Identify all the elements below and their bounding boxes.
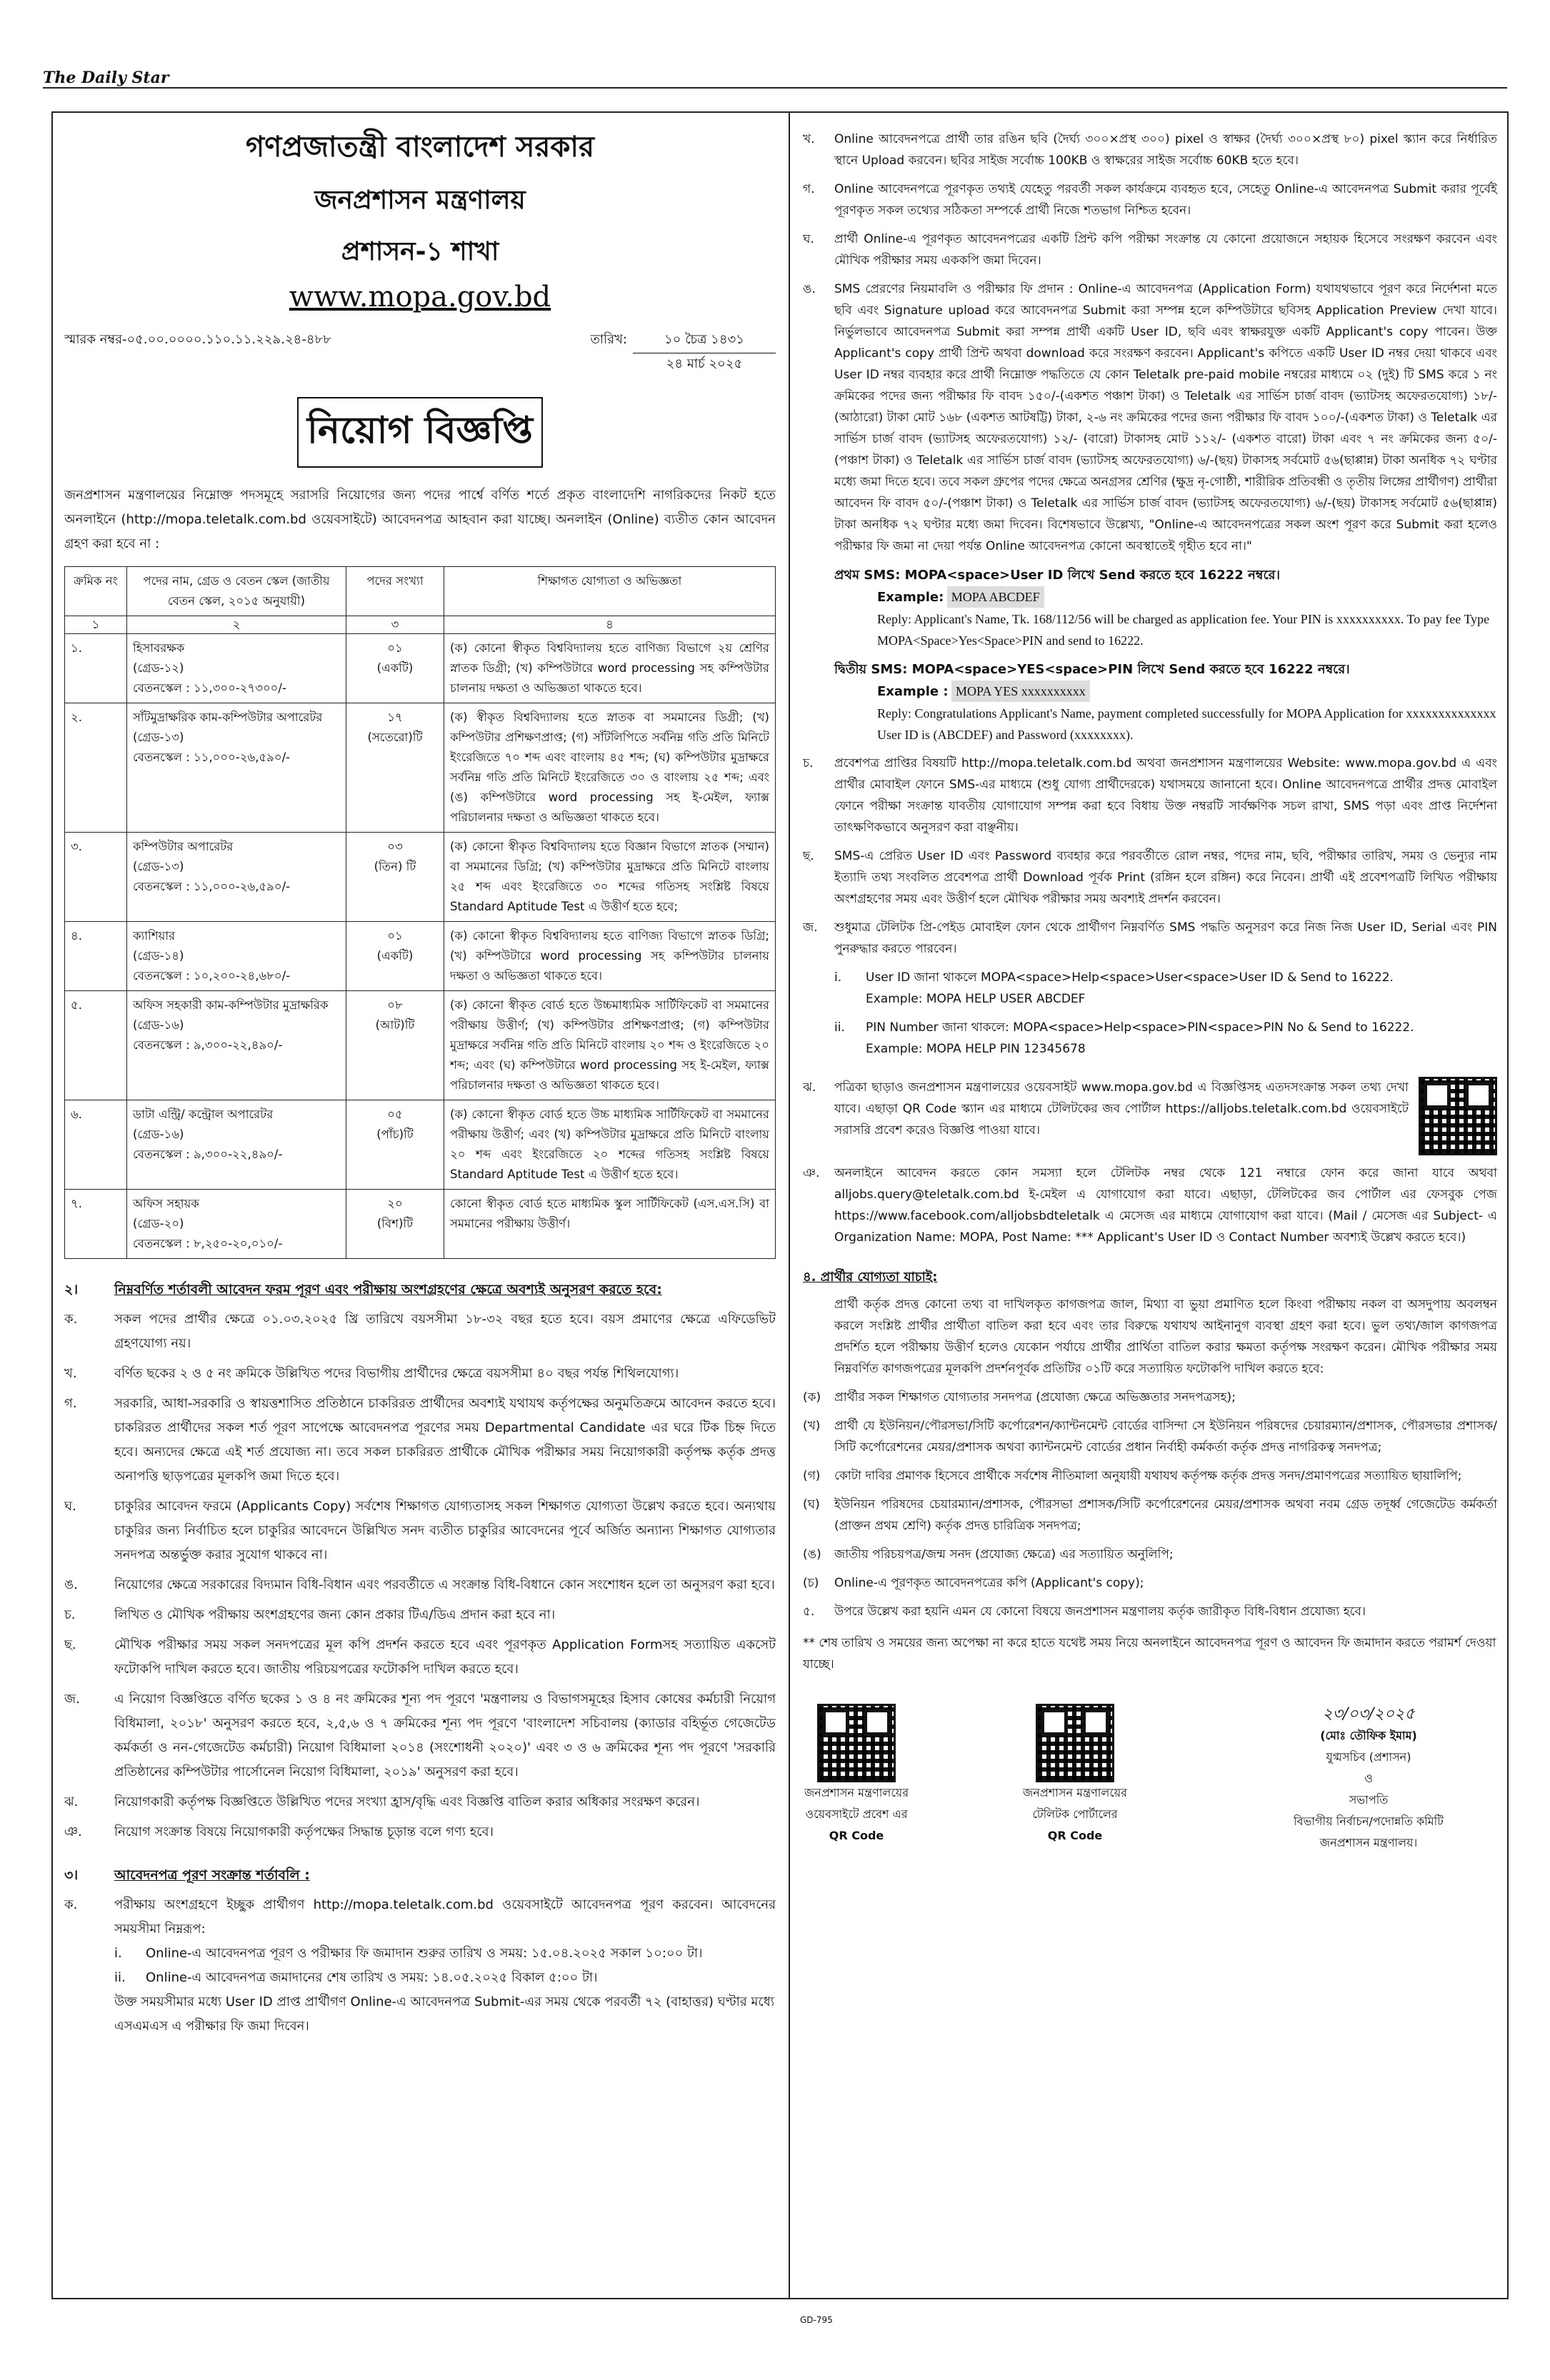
cell-serial: ২.	[65, 703, 127, 833]
table-row	[65, 833, 776, 922]
document-item: (ঙ) জাতীয় পরিচয়পত্র/জন্ম সনদ (প্রযোজ্য ক্ষেত্রে) এর সত্যায়িত অনুলিপি;	[803, 1547, 1174, 1562]
cell-serial: ৪.	[65, 922, 127, 991]
post-scale: বেতনস্কেল : ৯,৩০০-২২,৪৯০/-	[133, 1038, 283, 1052]
cell-qualification: (ক) স্বীকৃত বিশ্ববিদ্যালয় হতে স্নাতক বা সমমানের ডিগ্রী; (খ) কম্পিউটার প্রশিক্ষণপ্রাপ্ত; (গ) সাঁটলিপিতে সর্বনিম্ন গতি প্রতি মিনিটে ইংরেজিতে ৭০ শব্দ এবং বাংলায় ৪৫ শব্দ; (ঘ) কম্পিউটার মুদ্রাক্ষরে সর্বনিম্ন গতি প্রতি মিনিটে ইংরেজিতে ৩০ ও বাংলায় ২৫ শব্দ; এবং (ঙ) কম্পিউটারে word processing সহ ই-মেইল, ফ্যাক্স পরিচালনার দক্ষতা ও অভিজ্ঞতা থাকতে হবে।	[444, 703, 776, 833]
col-header-post: পদের নাম, গ্রেড ও বেতন স্কেল (জাতীয় বেতন স্কেল, ২০১৫ অনুযায়ী)	[127, 567, 346, 616]
post-grade: (গ্রেড-১৬)	[133, 1018, 184, 1032]
document-item: ৫. উপরে উল্লেখ করা হয়নি এমন যে কোনো বিষয়ে জনপ্রশাসন মন্ত্রণালয় কর্তৃক জারীকৃত বিধি-বিধান প্রযোজ্য হবে।	[803, 1605, 1366, 1619]
ministry-website[interactable]: www.mopa.gov.bd	[289, 281, 551, 313]
cell-qualification: (ক) কোনো স্বীকৃত বোর্ড হতে উচ্চ মাধ্যমিক সার্টিফিকেট বা সমমানের পরীক্ষায় উত্তীর্ণ; এবং (খ) কম্পিউটার মুদ্রাক্ষরে প্রতি মিনিটে বাংলায় ২০ শব্দ এবং ইংরেজিতে ২০ শব্দের গতিসহ সংশ্লিষ্ট বিষয়ে Standard Aptitude Test এ উত্তীর্ণ হতে হবে।	[444, 1100, 776, 1190]
post-count-words: (একটি)	[376, 949, 414, 963]
table-row	[65, 634, 776, 703]
cell-post	[127, 1100, 346, 1190]
cell-post	[127, 922, 346, 991]
qr-block-teletalk: জনপ্রশাসন মন্ত্রণালয়ের টেলিটক পোর্টালের QR Code	[1021, 1704, 1129, 1854]
cell-count	[346, 703, 444, 833]
signer-title: যুগ্মসচিব (প্রশাসন)	[1326, 1750, 1411, 1764]
branch-name: প্রশাসন-১ শাখা	[341, 237, 499, 266]
col-number: ২	[127, 616, 346, 634]
recover-item: ii. PIN Number জানা থাকলে: MOPA<space>Help<space>PIN<space>PIN No & Send to 16222. Example: MOPA HELP PIN 12345678	[834, 1017, 1497, 1060]
memo-row	[64, 329, 776, 376]
post-scale: বেতনস্কেল : ১১,০০০-২৬,৫৯০/-	[133, 750, 291, 764]
table-row	[65, 1100, 776, 1190]
first-sms-block: প্রথম SMS: MOPA<space>User ID লিখে Send করতে হবে 16222 নম্বরে। Example: MOPA ABCDEF Reply: Applicant's Name, Tk. 168/112/56 will be charged as application fee. Your PIN is xxxxxxxxxx. To pay fee Type MOPA<Space>Yes<Space>PIN and send to 16222.	[834, 564, 1497, 651]
table-row	[65, 922, 776, 991]
instruction-item: খ. Online আবেদনপত্রে প্রার্থী তার রঙিন ছবি (দৈর্ঘ্য ৩০০×প্রস্থ ৩০০) pixel ও স্বাক্ষর (দৈর্ঘ্য ৩০০×প্রস্থ ৮০) pixel স্ক্যান করে নির্ধারিত স্থানে Upload করবেন। ছবির সাইজ সর্বোচ্চ 100KB ও স্বাক্ষরের সাইজ সর্বোচ্চ 60KB হতে হবে।	[803, 132, 1497, 168]
instruction-item: জ. শুধুমাত্র টেলিটক প্রি-পেইড মোবাইল ফোন থেকে প্রার্থীগণ নিম্নবর্ণিত SMS পদ্ধতি অনুসরণ করে নিজ নিজ User ID, Serial এবং PIN পুনরুদ্ধার করতে পারবেন।	[803, 920, 1497, 956]
post-scale: বেতনস্কেল : ৯,৩০০-২২,৪৯০/-	[133, 1148, 283, 1161]
condition-item: ঝ. নিয়োগকারী কর্তৃপক্ষ বিজ্ঞপ্তিতে উল্লিখিত পদের সংখ্যা হ্রাস/বৃদ্ধি এবং বিজ্ঞপ্তি বাতিল করার অধিকার সংরক্ষণ করেন।	[64, 1794, 700, 1809]
second-sms-label: দ্বিতীয় SMS: MOPA<space>YES<space>PIN লিখে Send করতে হবে 16222 নম্বরে।	[834, 662, 1350, 677]
second-sms-block: দ্বিতীয় SMS: MOPA<space>YES<space>PIN লিখে Send করতে হবে 16222 নম্বরে। Example : MOPA YES xxxxxxxxxx Reply: Congratulations Applicant's Name, payment completed successfully for MOPA Application for xxxxxxxxxxxxxx User ID is (ABCDEF) and Password (xxxxxxxx).	[834, 658, 1497, 745]
post-grade: (গ্রেড-১৩)	[133, 730, 184, 744]
post-count-words: (একটি)	[376, 661, 414, 675]
post-scale: বেতনস্কেল : ১১,৩০০-২৭৩০০/-	[133, 681, 286, 695]
signature-area	[803, 1704, 1497, 1854]
application-start: i. Online-এ আবেদনপত্র পূরণ ও পরীক্ষার ফি জমাদান শুরুর তারিখ ও সময়: ১৫.০৪.২০২৫ সকাল ১০:০০ টা।	[114, 1946, 703, 1961]
condition-item: ঞ. নিয়োগ সংক্রান্ত বিষয়ে নিয়োগকারী কর্তৃপক্ষের সিদ্ধান্ত চূড়ান্ত বলে গণ্য হবে।	[64, 1824, 494, 1839]
instruction-item: গ. Online আবেদনপত্রে পূরণকৃত তথ্যই যেহেতু পরবর্তী সকল কার্যক্রমে ব্যবহৃত হবে, সেহেতু Online-এ আবেদনপত্র Submit করার পূর্বেই পূরণকৃত সকল তথ্যের সঠিকতা সম্পর্কে প্রার্থী নিজে শতভাগ নিশ্চিত হবেন।	[803, 182, 1497, 218]
post-grade: (গ্রেড-১৬)	[133, 1128, 184, 1141]
notice-title: নিয়োগ বিজ্ঞপ্তি	[297, 397, 543, 468]
date-box	[590, 329, 776, 376]
signature: ২৩/০৩/২০২৫	[1322, 1705, 1415, 1723]
condition-item: ছ. মৌখিক পরীক্ষার সময় সকল সনদপত্রের মূল কপি প্রদর্শন করতে হবে এবং পূরণকৃত Application Formসহ সত্যায়িত একসেট ফটোকপি দাখিল করতে হবে। জাতীয় পরিচয়পত্রের ফটোকপি দাখিল করতে হবে।	[64, 1637, 776, 1677]
post-post: অফিস সহকারী কাম-কম্পিউটার মুদ্রাক্ষরিক	[133, 998, 329, 1012]
teletalk-portal-qr-code[interactable]	[1036, 1704, 1114, 1782]
condition-item: ঘ. চাকুরির আবেদন ফরমে (Applicants Copy) সর্বশেষ শিক্ষাগত যোগ্যতাসহ সকল শিক্ষাগত যোগ্যতা উল্লেখ করতে হবে। অন্যথায় চাকুরির জন্য নির্বাচিত হলে চাকুরির আবেদনে উল্লিখিত সনদ ব্যতীত চাকুরির আবেদনের পূর্বে অর্জিত অন্যান্য শিক্ষাগত যোগ্যতার সনদপত্র অন্তর্ভুক্ত করার সুযোগ থাকবে না।	[64, 1499, 776, 1562]
cell-qualification: কোনো স্বীকৃত বোর্ড হতে মাধ্যমিক স্কুল সার্টিফিকেট (এস.এস.সি) বা সমমানের পরীক্ষায় উত্তীর্ণ।	[444, 1190, 776, 1259]
post-scale: বেতনস্কেল : ১১,০০০-২৬,৫৯০/-	[133, 880, 291, 893]
final-advice: ** শেষ তারিখ ও সময়ের জন্য অপেক্ষা না করে হাতে যথেষ্ট সময় নিয়ে অনলাইনে আবেদনপত্র পূরণ ও আবেদন ফি জমাদান করতে পরামর্শ দেওয়া যাচ্ছে।	[803, 1636, 1496, 1672]
cell-serial: ১.	[65, 634, 127, 703]
section-2	[64, 1277, 776, 1844]
condition-item: ক. সকল পদের প্রার্থীর ক্ষেত্রে ০১.০৩.২০২৫ খ্রি তারিখে বয়সসীমা ১৮-৩২ বছর হতে হবে। বয়স প্রমাণের ক্ষেত্রে এফিডেভিট গ্রহণযোগ্য নয়।	[64, 1312, 776, 1351]
qr-block-website: জনপ্রশাসন মন্ত্রণালয়ের ওয়েবসাইটে প্রবেশ এর QR Code	[803, 1704, 910, 1854]
intro-text: জনপ্রশাসন মন্ত্রণালয়ের নিম্নোক্ত পদসমূহে সরাসরি নিয়োগের জন্য পদের পার্শ্বে বর্ণিত শর্তে প্রকৃত বাংলাদেশি নাগরিকদের নিকট হতে অনলাইনে (http://mopa.teletalk.com.bd ওয়েবসাইটে) আবেদনপত্র আহবান করা যাচ্ছে। অনলাইন (Online) ব্যতীত কোন আবেদন গ্রহণ করা হবে না :	[64, 488, 776, 551]
cell-count	[346, 634, 444, 703]
instruction-item: চ. প্রবেশপত্র প্রাপ্তির বিষয়টি http://mopa.teletalk.com.bd অথবা জনপ্রশাসন মন্ত্রণালয়ের Website: www.mopa.gov.bd এ এবং প্রার্থীর মোবাইল ফোনে SMS-এর মাধ্যমে (শুধু যোগ্য প্রার্থীদেরকে) যথাসময়ে জানানো হবে। Online আবেদনপত্রে প্রার্থীর প্রদত্ত মোবাইল ফোনে পরীক্ষা সংক্রান্ত যাবতীয় যোগাযোগ সম্পন্ন করা হবে বিধায় উক্ত নম্বরটি সার্বক্ষণিক সচল রাখা, SMS পড়া এবং প্রাপ্ত নির্দেশনা তাৎক্ষণিকভাবে অনুসরণ করা বাঞ্ছনীয়।	[803, 756, 1497, 835]
recover-example: Example: MOPA HELP PIN 12345678	[866, 1042, 1086, 1056]
helpline-item: ঞ. অনলাইনে আবেদন করতে কোন সমস্যা হলে টেলিটক নম্বর থেকে 121 নম্বারে ফোন করে জানা যাবে অথবা alljobs.query@teletalk.com.bd ই-মেইল এ যোগাযোগ করা যাবে। এছাড়া, টেলিটকের জব পোর্টাল এর ফেসবুক পেজ https://www.facebook.com/alljobsbdteletalk এ মেসেজ এর মাধ্যমে যোগাযোগ করা যাবে। (Mail / মেসেজ এর Subject- এ Organization Name: MOPA, Post Name: *** Applicant's User ID ও Contact Number অবশ্যই উল্লেখ করতে হবে।)	[803, 1166, 1497, 1245]
post-grade: (গ্রেড-১৩)	[133, 860, 184, 873]
govt-name: গণপ্রজাতন্ত্রী বাংলাদেশ সরকার	[246, 131, 594, 164]
document-item: (চ) Online-এ পূরণকৃত আবেদনপত্রের কপি (Applicant's copy);	[803, 1576, 1144, 1590]
col-number: ১	[65, 616, 127, 634]
table-row	[65, 991, 776, 1100]
condition-item: ঙ. নিয়োগের ক্ষেত্রে সরকারের বিদ্যমান বিধি-বিধান এবং পরবর্তীতে এ সংক্রান্ত বিধি-বিধানে কোন সংশোধন হলে তা অনুসরণ করা হবে।	[64, 1577, 775, 1592]
signer-name: (মোঃ তৌফিক ইমাম)	[1320, 1729, 1417, 1742]
cell-post	[127, 1190, 346, 1259]
recover-example: Example: MOPA HELP USER ABCDEF	[866, 992, 1086, 1006]
date-bengali: ১০ চৈত্র ১৪৩১	[633, 329, 776, 353]
cell-serial: ৫.	[65, 991, 127, 1100]
post-post: সাঁটমুদ্রাক্ষরিক কাম-কম্পিউটার অপারেটর	[133, 711, 323, 724]
teletalk-qr-code[interactable]	[1419, 1077, 1497, 1155]
post-count: ০১	[387, 641, 403, 655]
document-item: (ঘ) ইউনিয়ন পরিষদের চেয়ারম্যান/প্রশাসক, পৌরসভা প্রশাসক/সিটি কর্পোরেশনের মেয়র/প্রশাসক অথবা নবম গ্রেড তদূর্ধ্ব গেজেটেড কর্মকর্তা (প্রাক্তন প্রথম শ্রেণি) কর্তৃক প্রদত্ত চারিত্রিক সনদপত্র;	[803, 1497, 1497, 1533]
section-2-title: ২। নিম্নবর্ণিত শর্তাবলী আবেদন ফরম পূরণ এবং পরীক্ষায় অংশগ্রহণের ক্ষেত্রে অবশ্যই অনুসরণ করতে হবে:	[64, 1282, 662, 1297]
fee-deadline-note: উক্ত সময়সীমার মধ্যে User ID প্রাপ্ত প্রার্থীগণ Online-এ আবেদনপত্র Submit-এর সময় থেকে পরবর্তী ৭২ (বাহাত্তর) ঘণ্টার মধ্যে এসএমএস এ পরীক্ষার ফি জমা দিবেন।	[114, 1994, 775, 2034]
post-count-words: (পাঁচ)টি	[376, 1128, 414, 1141]
newspaper-masthead: The Daily Star	[43, 69, 169, 87]
ministry-name: জনপ্রশাসন মন্ত্রণালয়	[314, 186, 526, 215]
col-number: ৩	[346, 616, 444, 634]
cell-post	[127, 833, 346, 922]
cell-post	[127, 703, 346, 833]
cell-serial: ৩.	[65, 833, 127, 922]
post-grade: (গ্রেড-১২)	[133, 661, 184, 675]
signer-ministry: জনপ্রশাসন মন্ত্রণালয়।	[1319, 1836, 1418, 1849]
post-count: ২০	[387, 1197, 403, 1210]
cell-serial: ৬.	[65, 1100, 127, 1190]
application-end: ii. Online-এ আবেদনপত্র জমাদানের শেষ তারিখ ও সময়: ১৪.০৫.২০২৫ বিকাল ৫:০০ টা।	[114, 1970, 598, 1985]
instruction-item: ছ. SMS-এ প্রেরিত User ID এবং Password ব্যবহার করে পরবর্তীতে রোল নম্বর, পদের নাম, ছবি, পরীক্ষার তারিখ, সময় ও ভেন্যুর নাম ইত্যাদি তথ্য সংবলিত প্রবেশপত্র প্রার্থী Download পূর্বক Print (রঙ্গিন হলে রঙ্গিন) করে নিবেন। প্রার্থী এই প্রবেশপত্রটি লিখিত পরীক্ষায় অংশগ্রহণের সময় এবং উত্তীর্ণ হলে মৌখিক পরীক্ষার সময় অবশ্যই প্রদর্শন করবেন।	[803, 849, 1497, 906]
post-count-words: (তিন) টি	[374, 860, 416, 873]
post-count: ০৩	[387, 840, 403, 853]
post-post: ক্যাশিয়ার	[133, 929, 176, 943]
post-grade: (গ্রেড-২০)	[133, 1217, 184, 1230]
section-3-title: ৩। আবেদনপত্র পূরণ সংক্রান্ত শর্তাবলি :	[64, 1867, 310, 1883]
right-column	[803, 121, 1497, 1854]
document-item: (খ) প্রার্থী যে ইউনিয়ন/পৌরসভা/সিটি কর্পোরেশন/ক্যান্টনমেন্ট বোর্ডের বাসিন্দা সে ইউনিয়ন পরিষদের চেয়ারম্যান/প্রশাসক, পৌরসভার প্রশাসক/সিটি কর্পোরেশনের মেয়র/প্রশাসক অথবা ক্যান্টনমেন্ট বোর্ডের প্রধান নির্বাহী কর্মকর্তা কর্তৃক প্রদত্ত নাগরিকত্ব সনদপত্র;	[803, 1419, 1497, 1455]
date-label: তারিখ:	[590, 332, 627, 347]
signer-role: সভাপতি	[1349, 1793, 1389, 1807]
section-3	[64, 1863, 776, 2039]
document-item: (ক) প্রার্থীর সকল শিক্ষাগত যোগ্যতার সনদপত্র (প্রযোজ্য ক্ষেত্রে অভিজ্ঞতার সনদপত্রসহ);	[803, 1390, 1236, 1405]
post-post: অফিস সহায়ক	[133, 1197, 199, 1210]
section-4-title: ৪. প্রার্থীর যোগ্যতা যাচাই:	[803, 1270, 938, 1285]
posts-table	[64, 566, 776, 1259]
cell-serial: ৭.	[65, 1190, 127, 1259]
top-rule	[43, 87, 1507, 89]
condition-item: খ. বর্ণিত ছকের ২ ও ৫ নং ক্রমিকে উল্লিখিত পদের বিভাগীয় প্রার্থীদের ক্ষেত্রে বয়সসীমা ৪০ বছর পর্যন্ত শিথিলযোগ্য।	[64, 1366, 679, 1381]
post-count: ০১	[387, 929, 403, 943]
post-count: ০৮	[387, 998, 403, 1012]
post-count-words: (আট)টি	[375, 1018, 415, 1032]
table-row	[65, 1190, 776, 1259]
signer-committee: বিভাগীয় নির্বাচন/পদোন্নতি কমিটি	[1294, 1814, 1444, 1828]
condition-item: গ. সরকারি, আধা-সরকারি ও স্বায়ত্তশাসিত প্রতিষ্ঠানে চাকরিরত প্রার্থীদের অবশ্যই যথাযথ কর্তৃপক্ষের অনুমতিক্রমে আবেদন করতে হবে। চাকরিরত প্রার্থীদের সকল শর্ত পূরণ সাপেক্ষে আবেদনপত্র পূরণের সময় Departmental Candidate এর ঘরে টিক চিহ্ন দিতে হবে। অন্যদের ক্ষেত্রে এই শর্ত প্রযোজ্য না। তবে সকল চাকরিরত প্রার্থীকে মৌখিক পরীক্ষার সময় নিয়োগকারী কর্তৃপক্ষ কর্তৃক প্রদত্ত অনাপত্তি ছাড়পত্রের মূলকপি জমা দিতে হবে।	[64, 1396, 776, 1484]
recover-item: i. User ID জানা থাকলে MOPA<space>Help<space>User<space>User ID & Send to 16222. Example: MOPA HELP USER ABCDEF	[834, 967, 1497, 1010]
cell-count	[346, 1190, 444, 1259]
cell-qualification: (ক) কোনো স্বীকৃত বিশ্ববিদ্যালয় হতে বাণিজ্য বিভাগে ২য় শ্রেণির স্নাতক ডিগ্রী; (খ) কম্পিউটারে word processing সহ কম্পিউটার চালনায় দক্ষতা ও অভিজ্ঞতা থাকতে হবে।	[444, 634, 776, 703]
post-count: ০৫	[387, 1108, 403, 1121]
post-grade: (গ্রেড-১৪)	[133, 949, 184, 963]
cell-qualification: (ক) কোনো স্বীকৃত বোর্ড হতে উচ্চমাধ্যমিক সার্টিফিকেট বা সমমানের পরীক্ষায় উত্তীর্ণ; (খ) কম্পিউটার প্রশিক্ষণপ্রাপ্ত; (গ) কম্পিউটার মুদ্রাক্ষরে সর্বনিম্ন গতি প্রতি মিনিটে বাংলায় ২০ শব্দ ও ইংরেজিতে ২০ শব্দ; এবং (ঘ) কম্পিউটারে word processing সহ ই-মেইল, ফ্যাক্স পরিচালনার দক্ষতা ও অভিজ্ঞতা থাকতে হবে।	[444, 991, 776, 1100]
cell-count	[346, 991, 444, 1100]
first-sms-reply: Reply: Applicant's Name, Tk. 168/112/56 will be charged as application fee. Your PIN is xxxxxxxxxx. To pay fee Type MOPA<Space>Yes<Space>PIN and send to 16222.	[877, 612, 1490, 648]
col-header-serial: ক্রমিক নং	[65, 567, 127, 616]
instruction-item: ঘ. প্রার্থী Online-এ পূরণকৃত আবেদনপত্রের একটি প্রিন্ট কপি পরীক্ষা সংক্রান্ত যে কোনো প্রয়োজনে সহায়ক হিসেবে সংরক্ষণ করবেন এবং মৌখিক পরীক্ষার সময় এককপি জমা দিবেন।	[803, 232, 1497, 268]
cell-count	[346, 922, 444, 991]
condition-item: জ. এ নিয়োগ বিজ্ঞপ্তিতে বর্ণিত ছকের ১ ও ৪ নং ক্রমিকের শূন্য পদ পূরণে 'মন্ত্রণালয় ও বিভাগসমূহের হিসাব কোষের কর্মচারী নিয়োগ বিধিমালা, ২০১৮' অনুসরণ করতে হবে, ২,৫,৬ ও ৭ ক্রমিকের শূন্য পদ পূরণে 'বাংলাদেশ সচিবালয় (ক্যাডার বহির্ভূত গেজেটেড কর্মকর্তা ও নন-গেজেটেড কর্মচারী) নিয়োগ বিধিমালা ২০১৪ (সংশোধনী ২০২০)' এবং ৩ ও ৬ ক্রমিকের শূন্য পদ পূরণে 'সরকারি প্রতিষ্ঠানের কম্পিউটার পার্সোনেল নিয়োগ বিধিমালা, ২০১৯' অনুসরণ করা হবে।	[64, 1692, 776, 1779]
first-sms-label: প্রথম SMS: MOPA<space>User ID লিখে Send করতে হবে 16222 নম্বরে।	[834, 568, 1281, 583]
document-item: (গ) কোটা দাবির প্রমাণক হিসেবে প্রার্থীকে সর্বশেষ নীতিমালা অনুযায়ী যথাযথ কর্তৃপক্ষ কর্তৃক প্রদত্ত সনদ/প্রমাণপত্রের সত্যায়িত ছায়ালিপি;	[803, 1469, 1462, 1483]
website-qr-item: ঝ. পত্রিকা ছাড়াও জনপ্রশাসন মন্ত্রণালয়ের ওয়েবসাইট www.mopa.gov.bd এ বিজ্ঞপ্তিসহ এতদসংক্রান্ত সকল তথ্য দেখা যাবে। এছাড়া QR Code স্ক্যান এর মাধ্যমে টেলিটকের জব পোর্টাল https://alljobs.teletalk.com.bd ওয়েবসাইটে সরাসরি প্রবেশ করেও বিজ্ঞপ্তি পাওয়া যাবে।	[803, 1077, 1497, 1155]
signatory: ২৩/০৩/২০২৫ (মোঃ তৌফিক ইমাম) যুগ্মসচিব (প্রশাসন) ও সভাপতি বিভাগীয় নির্বাচন/পদোন্নতি কমিটি জনপ্রশাসন মন্ত্রণালয়।	[1240, 1704, 1497, 1854]
column-divider	[789, 111, 790, 2299]
govt-header	[64, 124, 776, 313]
second-sms-reply: Reply: Congratulations Applicant's Name, payment completed successfully for MOPA Application for xxxxxxxxxxxxxx User ID is (ABCDEF) and Password (xxxxxxxx).	[877, 706, 1496, 742]
cell-qualification: (ক) কোনো স্বীকৃত বিশ্ববিদ্যালয় হতে বাণিজ্য বিভাগে স্নাতক ডিগ্রি; (খ) কম্পিউটারে word processing সহ কম্পিউটার চালনায় দক্ষতা ও অভিজ্ঞতা থাকতে হবে।	[444, 922, 776, 991]
post-count: ১৭	[387, 711, 403, 724]
memo-number: স্মারক নম্বর-০৫.০০.০০০০.১১০.১১.২২৯.২৪-৪৮৮	[64, 332, 331, 347]
post-count-words: (বিশ)টি	[376, 1217, 414, 1230]
left-column	[64, 121, 776, 2039]
date-gregorian: ২৪ মার্চ ২০২৫	[666, 356, 743, 371]
section-3-item: ক. পরীক্ষায় অংশগ্রহণে ইচ্ছুক প্রার্থীগণ http://mopa.teletalk.com.bd ওয়েবসাইটে আবেদনপত্র পূরণ করবেন। আবেদনের সময়সীমা নিম্নরূপ:	[64, 1897, 776, 1937]
website-qr-code[interactable]	[817, 1704, 896, 1782]
col-number: ৪	[444, 616, 776, 634]
post-post: কম্পিউটার অপারেটর	[133, 840, 234, 853]
second-sms-example: MOPA YES xxxxxxxxxx	[951, 681, 1090, 702]
cell-post	[127, 991, 346, 1100]
first-sms-example: MOPA ABCDEF	[947, 586, 1044, 608]
cell-count	[346, 833, 444, 922]
cell-qualification: (ক) কোনো স্বীকৃত বিশ্ববিদ্যালয় হতে বিজ্ঞান বিভাগে স্নাতক (সম্মান) বা সমমানের ডিগ্রি; (খ) কম্পিউটার মুদ্রাক্ষরে প্রতি মিনিটে বাংলায় ২৫ শব্দ এবং ইংরেজিতে ৩০ শব্দের গতিসহ সংশ্লিষ্ট বিষয়ে Standard Aptitude Test এ উত্তীর্ণ হতে হবে;	[444, 833, 776, 922]
post-count-words: (সতেরো)টি	[367, 730, 423, 744]
gd-number: GD-795	[800, 2315, 833, 2325]
post-post: ডাটা এন্ট্রি/ কন্ট্রোল অপারেটর	[133, 1108, 274, 1121]
post-scale: বেতনস্কেল : ৮,২৫০-২০,০১০/-	[133, 1237, 283, 1250]
instruction-item: ঙ. SMS প্রেরণের নিয়মাবলি ও পরীক্ষার ফি প্রদান : Online-এ আবেদনপত্র (Application Form) যথাযথভাবে পূরণ করে নির্দেশনা মতে ছবি এবং Signature upload করে আবেদনপত্র Submit করা সম্পন্ন হলে কম্পিউটারে ছবিসহ Application Preview দেখা যাবে। নির্ভুলভাবে আবেদনপত্র Submit করা সম্পন্ন প্রার্থী একটি User ID, ছবি এবং স্বাক্ষরযুক্ত একটি Applicant's copy পাবেন। উক্ত Applicant's copy প্রার্থী প্রিন্ট অথবা download করে সংরক্ষণ করবেন। Applicant's কপিতে একটি User ID নম্বর দেয়া থাকবে এবং User ID নম্বর ব্যবহার করে প্রার্থী নিম্নোক্ত পদ্ধতিতে যে কোন Teletalk pre-paid mobile নম্বরের মাধ্যমে ০২ (দুই) টি SMS করে ১ নং ক্রমিকের পদের জন্য পরীক্ষার ফি বাবদ ১৫০/-(একশত পঞ্চাশ টাকা) ও Teletalk এর সার্ভিস চার্জ বাবদ (ভ্যাটসহ অফেরতযোগ্য) ১৮/- (আঠারো) টাকা মোট ১৬৮ (একশত আটষট্টি) টাকা, ২-৬ নং ক্রমিকের পদের জন্য পরীক্ষার ফি বাবদ ১০০/-(একশত টাকা) ও Teletalk এর সার্ভিস চার্জ বাবদ (ভ্যাটসহ অফেরতযোগ্য) ১২/- (বারো) টাকাসহ মোট ১১২/- (একশত বারো) টাকা এবং ৭ নং ক্রমিকের জন্য ৫০/- (পঞ্চাশ টাকা) ও Teletalk এর সার্ভিস চার্জ বাবদ (ভ্যাটসহ অফেরতযোগ্য) ৬/-(ছয়) টাকাসহ সর্বমোট ৫৬(ছাপ্পান্ন) টাকা অনধিক ৭২ ঘণ্টার মধ্যে জমা দিতে হবে। তবে সকল গ্রুপের পদের ক্ষেত্রে অনগ্রসর শ্রেণির (ক্ষুদ্র নৃ-গোষ্ঠী, শারীরিক প্রতিবন্ধী ও তৃতীয় লিঙ্গের প্রার্থীগণ) প্রার্থীরা আবেদন ফি বাবদ ৫০/-(পঞ্চাশ টাকা) ও Teletalk এর সার্ভিস চার্জ বাবদ (ভ্যাটসহ অফেরতযোগ্য) ৬/-(ছয়) টাকাসহ সর্বমোট ৫৬(ছাপ্পান্ন) টাকা অনধিক ৭২ ঘণ্টার মধ্যে জমা দিবেন। বিশেষভাবে উল্লেখ্য, "Online-এ আবেদনপত্রের সকল অংশ পূরণ করে Submit করা হলেও পরীক্ষার ফি জমা না দেয়া পর্যন্ত Online আবেদনপত্র কোনো অবস্থাতেই গৃহীত হবে না।"	[803, 282, 1497, 553]
post-post: হিসাবরক্ষক	[133, 641, 185, 655]
cell-post	[127, 634, 346, 703]
col-header-qualification: শিক্ষাগত যোগ্যতা ও অভিজ্ঞতা	[444, 567, 776, 616]
table-row	[65, 703, 776, 833]
post-scale: বেতনস্কেল : ১০,২০০-২৪,৬৮০/-	[133, 969, 291, 983]
condition-item: চ. লিখিত ও মৌখিক পরীক্ষায় অংশগ্রহণের জন্য কোন প্রকার টিএ/ডিএ প্রদান করা হবে না।	[64, 1607, 556, 1622]
cell-count	[346, 1100, 444, 1190]
section-4-intro: প্রার্থী কর্তৃক প্রদত্ত কোনো তথ্য বা দাখিলকৃত কাগজপত্র জাল, মিথ্যা বা ভুয়া প্রমাণিত হলে কিংবা পরীক্ষায় নকল বা অসদুপায় অবলম্বন করলে সংশ্লিষ্ট প্রার্থীর প্রার্থীতা বাতিল করা হবে এবং তার বিরুদ্ধে যথাযথ আইনানুগ ব্যবস্থা গ্রহণ করা হবে। ভুল তথ্য/জাল কাগজপত্র প্রদর্শিত হলে পরীক্ষায় উত্তীর্ণ হলেও যেকোন পর্যায়ে প্রার্থীর প্রার্থিতা বাতিল করার ক্ষমতা কর্তৃপক্ষ সংরক্ষণ করেন। মৌখিক পরীক্ষার সময় নিম্নবর্ণিত কাগজপত্রের মূলকপি প্রদর্শনপূর্বক প্রতিটির ০১টি করে সত্যায়িত ফটোকপি দাখিল করতে হবে:	[834, 1297, 1497, 1376]
col-header-count: পদের সংখ্যা	[346, 567, 444, 616]
